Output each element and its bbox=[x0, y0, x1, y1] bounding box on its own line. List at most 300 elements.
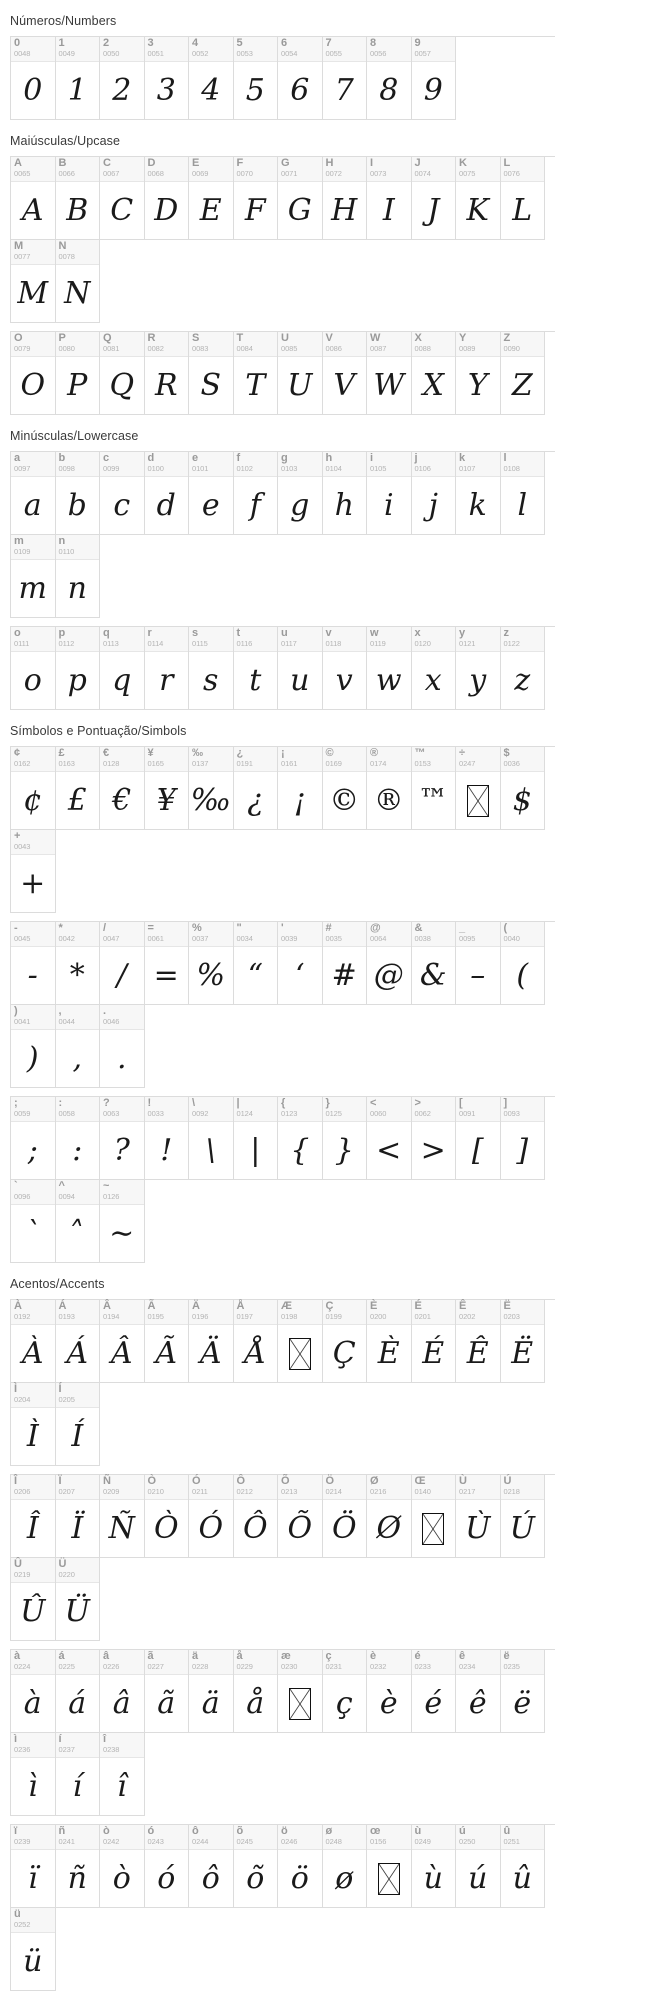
glyph-cell[interactable] bbox=[234, 627, 279, 710]
glyph-meta bbox=[11, 1825, 55, 1850]
glyph-cell[interactable] bbox=[234, 332, 279, 415]
glyph-code-label: 0071 bbox=[281, 169, 298, 178]
glyph-preview: ó bbox=[157, 1861, 176, 1896]
glyph-cell[interactable] bbox=[234, 1097, 279, 1180]
glyph-meta bbox=[501, 1650, 545, 1675]
glyph-character-label: ò bbox=[103, 1825, 110, 1837]
glyph-cell[interactable] bbox=[189, 452, 234, 535]
glyph-cell[interactable] bbox=[278, 1475, 323, 1558]
glyph-character-label: Ï bbox=[58, 1475, 62, 1487]
glyph-cell[interactable] bbox=[11, 332, 56, 415]
glyph-code-label: 0211 bbox=[192, 1487, 208, 1496]
glyph-code-label: 0054 bbox=[281, 49, 298, 58]
glyph-preview: 4 bbox=[201, 73, 221, 108]
glyph-meta bbox=[412, 627, 456, 652]
glyph-code-label: 0112 bbox=[58, 639, 75, 648]
glyph-cell[interactable] bbox=[412, 1650, 457, 1733]
glyph-cell[interactable] bbox=[501, 1650, 546, 1733]
glyph-character-label: q bbox=[103, 627, 110, 639]
glyph-code-label: 0214 bbox=[325, 1487, 342, 1496]
glyph-cell[interactable] bbox=[100, 627, 145, 710]
glyph-code-label: 0046 bbox=[103, 1017, 120, 1026]
glyph-cell[interactable] bbox=[412, 157, 457, 240]
glyph-cell[interactable] bbox=[11, 535, 56, 618]
glyph-character-label: Â bbox=[103, 1300, 111, 1312]
glyph-cell[interactable] bbox=[234, 1825, 279, 1908]
glyph-code-label: 0217 bbox=[459, 1487, 476, 1496]
glyph-cell[interactable] bbox=[145, 37, 190, 120]
glyph-cell[interactable] bbox=[100, 1733, 145, 1816]
glyph-cell[interactable] bbox=[100, 1097, 145, 1180]
glyph-preview: # bbox=[331, 958, 357, 993]
glyph-meta bbox=[367, 1825, 411, 1850]
glyph-code-label: 0210 bbox=[147, 1487, 164, 1496]
glyph-cell[interactable] bbox=[56, 157, 101, 240]
glyph-code-label: 0073 bbox=[370, 169, 387, 178]
glyph-preview: ( bbox=[516, 958, 529, 993]
glyph-cell[interactable] bbox=[100, 37, 145, 120]
glyph-cell[interactable] bbox=[145, 332, 190, 415]
glyph-meta bbox=[189, 1300, 233, 1325]
glyph-cell[interactable] bbox=[501, 332, 546, 415]
glyph-cell[interactable] bbox=[501, 922, 546, 1005]
glyph-cell[interactable] bbox=[456, 747, 501, 830]
glyph-cell[interactable] bbox=[278, 627, 323, 710]
glyph-cell[interactable] bbox=[100, 1300, 145, 1383]
glyph-cell[interactable] bbox=[323, 1097, 368, 1180]
glyph-cell[interactable] bbox=[501, 627, 546, 710]
glyph-cell[interactable] bbox=[56, 747, 101, 830]
glyph-cell[interactable] bbox=[234, 747, 279, 830]
glyph-preview: $ bbox=[512, 783, 532, 818]
glyph-cell[interactable] bbox=[323, 747, 368, 830]
glyph-cell[interactable] bbox=[56, 1005, 101, 1088]
glyph-cell[interactable] bbox=[456, 1097, 501, 1180]
glyph-meta bbox=[501, 922, 545, 947]
glyph-cell[interactable] bbox=[56, 1475, 101, 1558]
glyph-cell[interactable] bbox=[278, 922, 323, 1005]
glyph-cell[interactable] bbox=[11, 1733, 56, 1816]
glyph-cell[interactable] bbox=[11, 1558, 56, 1641]
glyph-cell[interactable] bbox=[100, 1475, 145, 1558]
glyph-cell[interactable] bbox=[56, 1733, 101, 1816]
glyph-meta bbox=[323, 1300, 367, 1325]
glyph-meta bbox=[456, 922, 500, 947]
glyph-cell[interactable] bbox=[56, 627, 101, 710]
glyph-cell[interactable] bbox=[501, 1300, 546, 1383]
glyph-cell[interactable] bbox=[11, 747, 56, 830]
glyph-character-label: l bbox=[503, 452, 507, 464]
glyph-preview: 1 bbox=[67, 73, 87, 108]
glyph-cell[interactable] bbox=[100, 157, 145, 240]
glyph-character-label: $ bbox=[503, 747, 510, 759]
glyph-cell[interactable] bbox=[56, 1383, 101, 1466]
glyph-cell[interactable] bbox=[323, 922, 368, 1005]
glyph-cell[interactable] bbox=[189, 157, 234, 240]
glyph-code-label: 0233 bbox=[414, 1662, 431, 1671]
glyph-cell[interactable] bbox=[456, 1475, 501, 1558]
glyph-cell[interactable] bbox=[234, 1475, 279, 1558]
glyph-cell[interactable] bbox=[323, 1825, 368, 1908]
glyph-character-label: ê bbox=[459, 1650, 466, 1662]
glyph-meta bbox=[100, 1650, 144, 1675]
glyph-cell[interactable] bbox=[412, 1475, 457, 1558]
glyph-meta bbox=[11, 157, 55, 182]
glyph-code-label: 0161 bbox=[281, 759, 298, 768]
glyph-code-label: 0102 bbox=[236, 464, 253, 473]
glyph-cell[interactable] bbox=[56, 452, 101, 535]
glyph-cell[interactable] bbox=[456, 452, 501, 535]
glyph-cell[interactable] bbox=[412, 1300, 457, 1383]
glyph-cell[interactable] bbox=[145, 157, 190, 240]
glyph-preview: l bbox=[517, 488, 528, 523]
glyph-cell[interactable] bbox=[367, 1300, 412, 1383]
glyph-cell[interactable] bbox=[189, 1475, 234, 1558]
glyph-cell[interactable] bbox=[367, 37, 412, 120]
glyph-cell[interactable] bbox=[11, 830, 56, 913]
glyph-code-label: 0069 bbox=[192, 169, 209, 178]
glyph-meta bbox=[456, 157, 500, 182]
glyph-cell[interactable] bbox=[278, 332, 323, 415]
glyph-cell[interactable] bbox=[56, 1558, 101, 1641]
glyph-character-label: A bbox=[14, 157, 22, 169]
glyph-code-label: 0098 bbox=[58, 464, 75, 473]
glyph-character-label: æ bbox=[281, 1650, 291, 1662]
glyph-character-label: ô bbox=[192, 1825, 199, 1837]
glyph-cell[interactable] bbox=[145, 922, 190, 1005]
glyph-preview: – bbox=[470, 958, 486, 993]
glyph-character-label: ¢ bbox=[14, 747, 21, 759]
glyph-cell[interactable] bbox=[412, 747, 457, 830]
glyph-preview: I bbox=[382, 193, 395, 228]
glyph-meta bbox=[278, 157, 322, 182]
glyph-cell[interactable] bbox=[145, 1097, 190, 1180]
glyph-preview: u bbox=[290, 663, 310, 698]
glyph-meta bbox=[11, 1908, 55, 1933]
glyph-code-label: 0236 bbox=[14, 1745, 31, 1754]
glyph-cell[interactable] bbox=[234, 452, 279, 535]
glyph-cell[interactable] bbox=[189, 747, 234, 830]
glyph-code-label: 0125 bbox=[325, 1109, 342, 1118]
glyph-cell[interactable] bbox=[11, 1825, 56, 1908]
glyph-cell[interactable] bbox=[11, 627, 56, 710]
glyph-preview: J bbox=[427, 193, 440, 228]
glyph-cell[interactable] bbox=[145, 1650, 190, 1733]
glyph-grid-row bbox=[10, 331, 555, 415]
glyph-cell[interactable] bbox=[100, 747, 145, 830]
glyph-character-label: ‰ bbox=[192, 747, 203, 759]
glyph-preview: Õ bbox=[287, 1511, 313, 1546]
glyph-character-label: ÷ bbox=[459, 747, 466, 759]
glyph-character-label: < bbox=[370, 1097, 377, 1109]
glyph-cell[interactable] bbox=[323, 452, 368, 535]
glyph-cell[interactable] bbox=[367, 627, 412, 710]
glyph-cell[interactable] bbox=[456, 1300, 501, 1383]
glyph-cell[interactable] bbox=[278, 747, 323, 830]
glyph-cell[interactable] bbox=[56, 1097, 101, 1180]
glyph-code-label: 0239 bbox=[14, 1837, 31, 1846]
glyph-cell[interactable] bbox=[456, 332, 501, 415]
glyph-cell[interactable] bbox=[323, 1300, 368, 1383]
glyph-preview: F bbox=[244, 193, 266, 228]
glyph-code-label: 0237 bbox=[58, 1745, 75, 1754]
glyph-cell[interactable] bbox=[412, 332, 457, 415]
glyph-character-label: ! bbox=[147, 1097, 152, 1109]
glyph-cell[interactable] bbox=[323, 332, 368, 415]
glyph-cell[interactable] bbox=[56, 1650, 101, 1733]
glyph-code-label: 0057 bbox=[414, 49, 431, 58]
glyph-cell[interactable] bbox=[189, 627, 234, 710]
glyph-cell[interactable] bbox=[323, 157, 368, 240]
glyph-character-label: / bbox=[103, 922, 107, 934]
glyph-character-label: z bbox=[503, 627, 509, 639]
glyph-meta bbox=[323, 1097, 367, 1122]
glyph-cell[interactable] bbox=[189, 332, 234, 415]
glyph-cell[interactable] bbox=[367, 452, 412, 535]
glyph-cell[interactable] bbox=[145, 452, 190, 535]
glyph-cell[interactable] bbox=[56, 37, 101, 120]
glyph-cell[interactable] bbox=[367, 922, 412, 1005]
glyph-cell[interactable] bbox=[501, 157, 546, 240]
glyph-cell[interactable] bbox=[501, 1097, 546, 1180]
glyph-grid-row bbox=[10, 746, 555, 913]
glyph-cell[interactable] bbox=[323, 1650, 368, 1733]
glyph-cell[interactable] bbox=[412, 1825, 457, 1908]
glyph-cell[interactable] bbox=[367, 747, 412, 830]
glyph-preview: j bbox=[428, 488, 438, 523]
glyph-cell[interactable] bbox=[189, 1825, 234, 1908]
glyph-cell[interactable] bbox=[412, 37, 457, 120]
glyph-meta bbox=[11, 747, 55, 772]
glyph-cell[interactable] bbox=[501, 1825, 546, 1908]
glyph-character-label: Û bbox=[14, 1558, 22, 1570]
glyph-preview: a bbox=[23, 488, 42, 523]
glyph-cell[interactable] bbox=[234, 157, 279, 240]
glyph-character-label: j bbox=[414, 452, 418, 464]
glyph-meta bbox=[367, 627, 411, 652]
glyph-meta bbox=[189, 1097, 233, 1122]
glyph-preview: ˋ bbox=[25, 1216, 41, 1251]
glyph-cell[interactable] bbox=[278, 157, 323, 240]
glyph-code-label: 0244 bbox=[192, 1837, 209, 1846]
glyph-preview: G bbox=[287, 193, 312, 228]
glyph-cell[interactable] bbox=[100, 1180, 145, 1263]
glyph-cell[interactable] bbox=[56, 1180, 101, 1263]
glyph-cell[interactable] bbox=[11, 1383, 56, 1466]
glyph-meta bbox=[11, 1180, 55, 1205]
glyph-character-label: * bbox=[58, 922, 63, 934]
glyph-cell[interactable] bbox=[56, 535, 101, 618]
glyph-cell[interactable] bbox=[234, 1300, 279, 1383]
glyph-character-label: U bbox=[281, 332, 289, 344]
glyph-meta bbox=[278, 1650, 322, 1675]
glyph-cell[interactable] bbox=[278, 37, 323, 120]
glyph-grid-row bbox=[10, 36, 555, 120]
glyph-character-label: ñ bbox=[58, 1825, 66, 1837]
glyph-meta bbox=[189, 452, 233, 477]
glyph-code-label: 0195 bbox=[147, 1312, 164, 1321]
glyph-preview: e bbox=[201, 488, 220, 523]
glyph-preview: ì bbox=[27, 1769, 38, 1804]
glyph-cell[interactable] bbox=[501, 1475, 546, 1558]
glyph-cell[interactable] bbox=[456, 922, 501, 1005]
glyph-cell[interactable] bbox=[100, 452, 145, 535]
glyph-character-label: 8 bbox=[370, 37, 377, 49]
glyph-preview: K bbox=[466, 193, 489, 228]
glyph-meta bbox=[456, 1097, 500, 1122]
glyph-cell[interactable] bbox=[145, 747, 190, 830]
glyph-preview: ™ bbox=[418, 783, 449, 818]
glyph-cell[interactable] bbox=[323, 1475, 368, 1558]
glyph-character-label: œ bbox=[370, 1825, 381, 1837]
glyph-meta bbox=[234, 922, 278, 947]
glyph-cell[interactable] bbox=[100, 922, 145, 1005]
row-spacer bbox=[0, 1088, 661, 1096]
glyph-code-label: 0076 bbox=[503, 169, 520, 178]
glyph-code-label: 0118 bbox=[325, 639, 342, 648]
glyph-cell[interactable] bbox=[189, 1300, 234, 1383]
glyph-meta bbox=[367, 1097, 411, 1122]
glyph-meta bbox=[56, 1383, 100, 1408]
glyph-cell[interactable] bbox=[11, 1097, 56, 1180]
glyph-preview: ; bbox=[27, 1133, 38, 1168]
glyph-cell[interactable] bbox=[278, 1825, 323, 1908]
glyph-cell[interactable] bbox=[367, 332, 412, 415]
glyph-preview: £ bbox=[67, 783, 87, 818]
glyph-cell[interactable] bbox=[100, 1650, 145, 1733]
glyph-cell[interactable] bbox=[234, 922, 279, 1005]
glyph-cell[interactable] bbox=[11, 157, 56, 240]
glyph-cell[interactable] bbox=[278, 1097, 323, 1180]
glyph-cell[interactable] bbox=[11, 1475, 56, 1558]
glyph-cell[interactable] bbox=[367, 157, 412, 240]
glyph-preview: ] bbox=[516, 1133, 529, 1168]
glyph-cell[interactable] bbox=[278, 452, 323, 535]
glyph-preview: Â bbox=[110, 1336, 133, 1371]
glyph-meta bbox=[501, 747, 545, 772]
glyph-cell[interactable] bbox=[412, 627, 457, 710]
glyph-cell[interactable] bbox=[189, 1650, 234, 1733]
glyph-meta bbox=[412, 1097, 456, 1122]
glyph-preview: P bbox=[67, 368, 88, 403]
glyph-cell[interactable] bbox=[56, 922, 101, 1005]
glyph-cell[interactable] bbox=[189, 1097, 234, 1180]
glyph-cell[interactable] bbox=[412, 1097, 457, 1180]
glyph-cell[interactable] bbox=[11, 1650, 56, 1733]
glyph-preview: : bbox=[72, 1133, 83, 1168]
glyph-cell[interactable] bbox=[456, 1825, 501, 1908]
glyph-cell[interactable] bbox=[145, 1300, 190, 1383]
glyph-character-label: Y bbox=[459, 332, 467, 344]
glyph-meta bbox=[412, 1300, 456, 1325]
glyph-cell[interactable] bbox=[456, 1650, 501, 1733]
glyph-cell[interactable] bbox=[100, 1005, 145, 1088]
glyph-meta bbox=[56, 1180, 100, 1205]
glyph-character-label: È bbox=[370, 1300, 378, 1312]
glyph-meta bbox=[456, 332, 500, 357]
glyph-cell[interactable] bbox=[11, 1005, 56, 1088]
glyph-meta bbox=[234, 1475, 278, 1500]
glyph-preview: É bbox=[422, 1336, 445, 1371]
glyph-section bbox=[0, 120, 661, 415]
glyph-code-label: 0089 bbox=[459, 344, 476, 353]
glyph-meta bbox=[234, 332, 278, 357]
glyph-cell[interactable] bbox=[11, 922, 56, 1005]
glyph-cell[interactable] bbox=[145, 1825, 190, 1908]
glyph-preview: Ä bbox=[199, 1336, 222, 1371]
glyph-cell[interactable] bbox=[56, 332, 101, 415]
glyph-cell[interactable] bbox=[11, 1300, 56, 1383]
glyph-preview: Ú bbox=[509, 1511, 535, 1546]
glyph-cell[interactable] bbox=[11, 1908, 56, 1991]
glyph-cell[interactable] bbox=[11, 1180, 56, 1263]
glyph-meta bbox=[56, 37, 100, 62]
glyph-cell[interactable] bbox=[189, 922, 234, 1005]
glyph-cell[interactable] bbox=[56, 240, 101, 323]
glyph-cell[interactable] bbox=[412, 922, 457, 1005]
glyph-cell[interactable] bbox=[456, 627, 501, 710]
glyph-cell[interactable] bbox=[367, 1825, 412, 1908]
glyph-cell[interactable] bbox=[367, 1650, 412, 1733]
glyph-character-label: Z bbox=[503, 332, 511, 344]
glyph-character-label: w bbox=[370, 627, 379, 639]
glyph-cell[interactable] bbox=[278, 1650, 323, 1733]
glyph-cell[interactable] bbox=[501, 747, 546, 830]
glyph-character-label: c bbox=[103, 452, 110, 464]
glyph-cell[interactable] bbox=[234, 37, 279, 120]
glyph-character-label: ` bbox=[14, 1180, 18, 1192]
glyph-preview: k bbox=[468, 488, 487, 523]
glyph-cell[interactable] bbox=[100, 332, 145, 415]
glyph-cell[interactable] bbox=[11, 240, 56, 323]
glyph-code-label: 0248 bbox=[325, 1837, 342, 1846]
glyph-meta bbox=[501, 332, 545, 357]
glyph-meta bbox=[412, 922, 456, 947]
glyph-code-label: 0081 bbox=[103, 344, 120, 353]
glyph-preview: y bbox=[469, 663, 487, 698]
glyph-meta bbox=[11, 240, 55, 265]
glyph-cell[interactable] bbox=[100, 1825, 145, 1908]
glyph-code-label: 0074 bbox=[414, 169, 431, 178]
glyph-preview: Ò bbox=[153, 1511, 179, 1546]
glyph-cell[interactable] bbox=[56, 1300, 101, 1383]
glyph-code-label: 0080 bbox=[58, 344, 75, 353]
glyph-cell[interactable] bbox=[412, 452, 457, 535]
glyph-character-label: Ì bbox=[14, 1383, 18, 1395]
glyph-meta bbox=[11, 1733, 55, 1758]
glyph-preview: € bbox=[112, 783, 132, 818]
glyph-cell[interactable] bbox=[145, 627, 190, 710]
glyph-cell[interactable] bbox=[323, 37, 368, 120]
glyph-cell[interactable] bbox=[323, 627, 368, 710]
glyph-cell[interactable] bbox=[11, 452, 56, 535]
glyph-preview: ä bbox=[201, 1686, 220, 1721]
glyph-cell[interactable] bbox=[11, 37, 56, 120]
glyph-cell[interactable] bbox=[456, 157, 501, 240]
glyph-cell[interactable] bbox=[501, 452, 546, 535]
glyph-cell[interactable] bbox=[367, 1097, 412, 1180]
glyph-cell[interactable] bbox=[56, 1825, 101, 1908]
glyph-cell[interactable] bbox=[145, 1475, 190, 1558]
glyph-cell[interactable] bbox=[234, 1650, 279, 1733]
glyph-character-label: _ bbox=[459, 922, 466, 934]
glyph-cell[interactable] bbox=[189, 37, 234, 120]
glyph-code-label: 0251 bbox=[503, 1837, 520, 1846]
glyph-character-label: ' bbox=[281, 922, 284, 934]
glyph-character-label: " bbox=[236, 922, 242, 934]
glyph-cell[interactable] bbox=[367, 1475, 412, 1558]
glyph-cell[interactable] bbox=[278, 1300, 323, 1383]
